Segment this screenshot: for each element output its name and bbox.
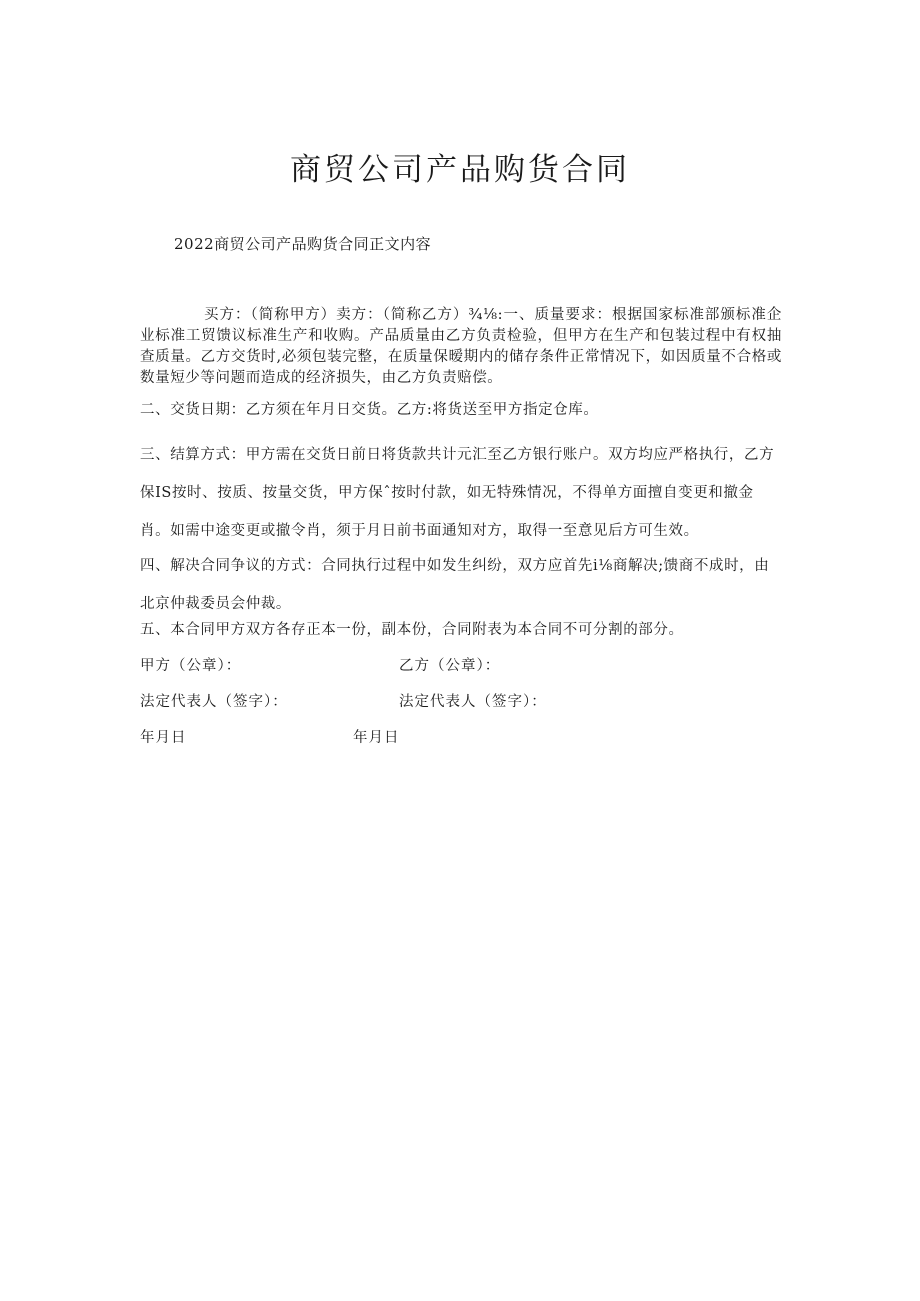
party-b-seal-label: 乙方（公章）： xyxy=(399,658,501,674)
party-a-representative-label: 法定代表人（签字）： xyxy=(140,694,288,710)
paragraph-dispute-resolution: 四、解决合同争议的方式：合同执行过程中如发生纠纷，双方应首先i⅛商解决;馈商不成时，由北京仲裁委员会仲裁。 xyxy=(140,558,770,612)
paragraph-copies: 五、本合同甲方双方各存正本一份，副本份，合同附表为本合同不可分割的部分。 xyxy=(140,622,684,638)
paragraph-quality-requirements: 买方：（简称甲方）卖方：（简称乙方）¾⅛:一、质量要求：根据国家标准部颁标准企业标准工贸馈议标准生产和收购。产品质量由乙方负责检验，但甲方在生产和包装过程中有权抽查质量。乙方交货时,必须包装完整，在质量保暧期内的储存条件正常情况下，如因质量不合格或数量短少等问题而造成的经济损失，由乙方负责赔偿。 xyxy=(140,307,782,386)
paragraph-settlement-method: 三、结算方式：甲方需在交货日前日将货款共计元汇至乙方银行账户。双方均应严格执行，乙方保IS按时、按质、按量交货，甲方保ˆ按时付款，如无特殊情况，不得单方面擅自变更和撤金肖。如需中途变更或撤令肖，须于月日前书面通知对方，取得一至意见后方可生效。 xyxy=(140,447,775,539)
party-b-representative-label: 法定代表人（签字）： xyxy=(399,694,547,710)
party-a-date-label: 年月日 xyxy=(140,730,187,746)
party-b-date-label: 年月日 xyxy=(353,730,400,746)
document-title: 商贸公司产品购货合同 xyxy=(290,152,630,188)
paragraph-delivery-date: 二、交货日期：乙方须在年月日交货。乙方:将货送至甲方指定仓库。 xyxy=(140,402,599,418)
party-a-seal-label: 甲方（公章）： xyxy=(140,658,242,674)
document-subtitle: 2022商贸公司产品购货合同正文内容 xyxy=(174,235,432,253)
